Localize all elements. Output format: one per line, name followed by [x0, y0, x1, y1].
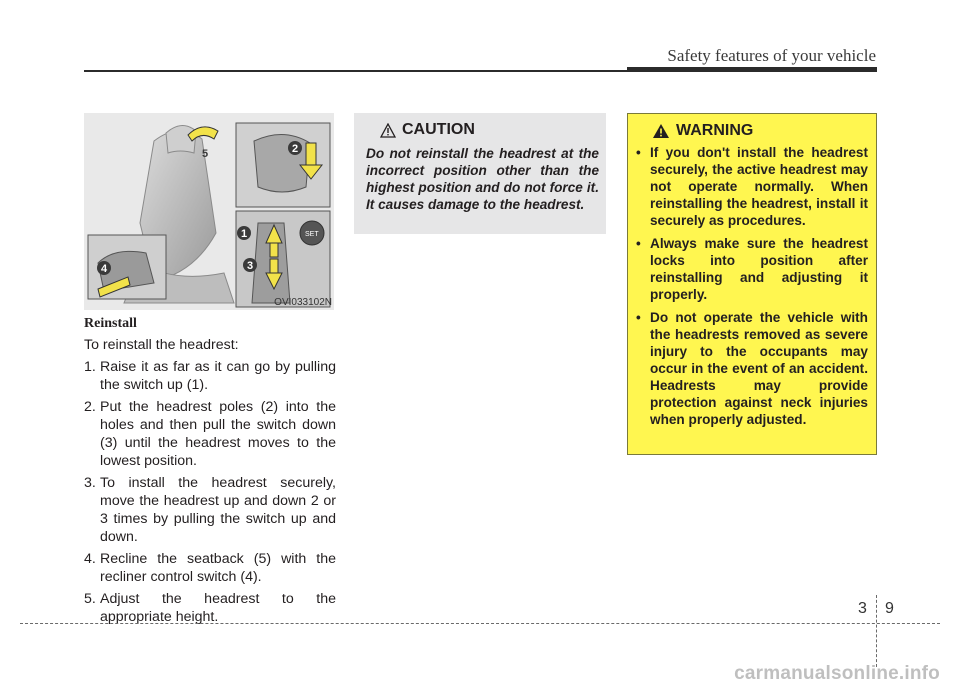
footer-rule: [20, 623, 940, 624]
warning-box: [627, 113, 877, 455]
callout-2: 2: [292, 143, 299, 155]
list-item: 5. Adjust the headrest to the appropriate height.: [84, 591, 336, 625]
warning-header: [652, 122, 868, 140]
page-number: 9: [885, 600, 894, 617]
callout-3: 3: [247, 260, 254, 272]
list-item: 3. To install the headrest securely, move the headrest up and down 2 or 3 times by pulling the switch up and down.: [84, 475, 336, 545]
warning-title: WARNING: [676, 122, 754, 139]
reinstall-steps: [84, 358, 336, 626]
callout-4: 4: [101, 263, 108, 275]
caution-text: Do not reinstall the headrest at the incorrect position other than the highest position and do not force it. It causes damage to the headrest.: [366, 146, 599, 212]
reinstall-intro: To reinstall the headrest:: [84, 337, 239, 353]
caution-title: CAUTION: [402, 121, 475, 138]
caution-box: [354, 113, 606, 234]
section-title: Safety features of your vehicle: [667, 46, 876, 65]
reinstall-heading: Reinstall: [84, 316, 137, 331]
list-item: 1. Raise it as far as it can go by pulling the switch up (1).: [84, 359, 336, 393]
caution-header: [380, 121, 599, 139]
caution-triangle-icon: [380, 123, 396, 138]
list-item: • Always make sure the headrest locks into position after reinstalling and adjusting it properly.: [636, 236, 868, 302]
callout-1: 1: [241, 228, 248, 240]
header-rule-accent: [627, 67, 877, 72]
warning-list: [636, 144, 868, 428]
headrest-figure: [84, 113, 334, 310]
chapter-number: 3: [858, 600, 867, 617]
set-button-label: SET: [305, 231, 319, 238]
reinstall-section: [84, 315, 336, 630]
seat-illustration: [84, 113, 334, 310]
figure-code: OVI033102N: [274, 297, 332, 308]
callout-5: 5: [202, 148, 209, 160]
list-item: 4. Recline the seatback (5) with the recliner control switch (4).: [84, 551, 336, 585]
watermark: carmanualsonline.info: [734, 663, 940, 684]
list-item: • Do not operate the vehicle with the headrests removed as severe injury to the occupants may occur in the event of an accident. Headrests may provide protection against neck injuries when properly adjusted.: [636, 310, 868, 427]
list-item: • If you don't install the headrest securely, the active headrest may not operate normally. When reinstalling the headrest, install it securely as procedures.: [636, 145, 868, 228]
list-item: 2. Put the headrest poles (2) into the holes and then pull the switch down (3) until the headrest moves to the lowest position.: [84, 399, 336, 469]
footer-divider: [876, 595, 877, 667]
warning-triangle-icon: [652, 123, 670, 139]
